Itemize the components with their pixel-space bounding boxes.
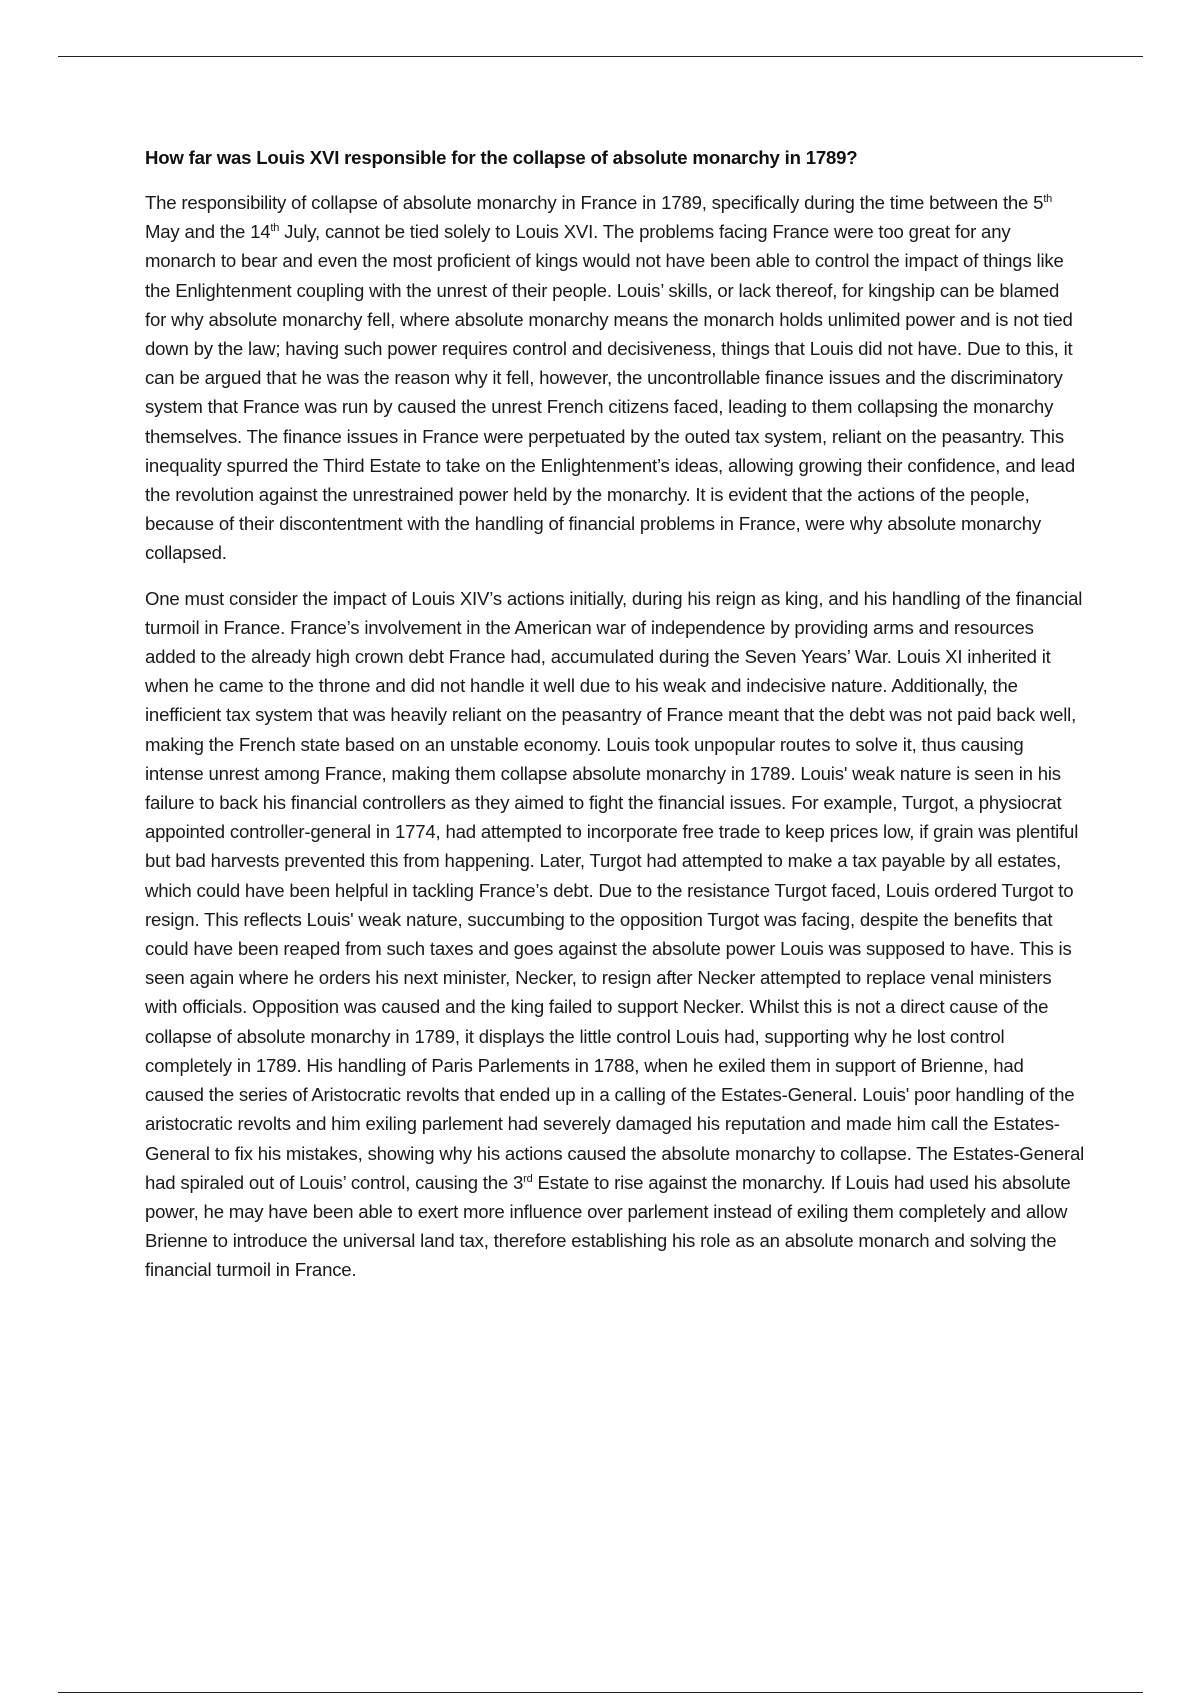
document-body	[145, 143, 1085, 1301]
essay-title: How far was Louis XVI responsible for the collapse of absolute monarchy in 1789?	[145, 147, 858, 168]
footer-rule	[58, 1692, 1143, 1693]
ordinal-suffix: th	[1043, 192, 1053, 205]
paragraph-1-text-3: July, cannot be tied solely to Louis XVI. The problems facing France were too great for any monarch to bear and even the most proficient of kings would not have been able to control the impact of things like the Enlightenment coupling with the unrest of their people. Louis’ skills, or lack thereof, for kingship can be blamed for why absolute monarchy fell, where absolute monarchy means the monarch holds unlimited power and is not tied down by the law; having such power requires control and decisiveness, things that Louis did not have. Due to this, it can be argued that he was the reason why it fell, however, the uncontrollable finance issues and the discriminatory system that France was run by caused the unrest French citizens faced, leading to them collapsing the monarchy themselves. The finance issues in France were perpetuated by the outed tax system, reliant on the peasantry. This inequality spurred the Third Estate to take on the Enlightenment’s ideas, allowing growing their confidence, and lead the revolution against the unrestrained power held by the monarchy. It is evident that the actions of the people, because of their discontentment with the handling of financial problems in France, were why absolute monarchy collapsed.	[145, 221, 1075, 564]
paragraph-2-text-1: One must consider the impact of Louis XIV’s actions initially, during his reign as king, and his handling of the financial turmoil in France. France’s involvement in the American war of independence by providing arms and resources added to the already high crown debt France had, accumulated during the Seven Years’ War. Louis XI inherited it when he came to the throne and did not handle it well due to his weak and indecisive nature. Additionally, the inefficient tax system that was heavily reliant on the peasantry of France meant that the debt was not paid back well, making the French state based on an unstable economy. Louis took unpopular routes to solve it, thus causing intense unrest among France, making them collapse absolute monarchy in 1789. Louis' weak nature is seen in his failure to back his financial controllers as they aimed to fight the financial issues. For example, Turgot, a physiocrat appointed controller-general in 1774, had attempted to incorporate free trade to keep prices low, if grain was plentiful but bad harvests prevented this from happening. Later, Turgot had attempted to make a tax payable by all estates, which could have been helpful in tackling France’s debt. Due to the resistance Turgot faced, Louis ordered Turgot to resign. This reflects Louis' weak nature, succumbing to the opposition Turgot was facing, despite the benefits that could have been reaped from such taxes and goes against the absolute power Louis was supposed to have. This is seen again where he orders his next minister, Necker, to resign after Necker attempted to replace venal ministers with officials. Opposition was caused and the king failed to support Necker. Whilst this is not a direct cause of the collapse of absolute monarchy in 1789, it displays the little control Louis had, supporting why he lost control completely in 1789. His handling of Paris Parlements in 1788, when he exiled them in support of Brienne, had caused the series of Aristocratic revolts that ended up in a calling of the Estates-General. Louis' poor handling of the aristocratic revolts and him exiling parlement had severely damaged his reputation and made him call the Estates-General to fix his mistakes, showing why his actions caused the absolute monarchy to collapse. The Estates-General had spiraled out of Louis’ control, causing the 3	[145, 587, 1085, 1193]
paragraph-louis-actions	[145, 584, 1085, 1285]
header-rule	[58, 56, 1143, 57]
paragraph-1-text-1: The responsibility of collapse of absolute monarchy in France in 1789, specifically during the time between the 5	[145, 192, 1044, 213]
paragraph-2-text-2: Estate to rise against the monarchy. If Louis had used his absolute power, he may have been able to exert more influence over parlement instead of exiling them completely and allow Brienne to introduce the universal land tax, therefore establishing his role as an absolute monarch and solving the financial turmoil in France.	[145, 1171, 1071, 1281]
ordinal-suffix: rd	[523, 1172, 533, 1185]
ordinal-suffix: th	[270, 222, 280, 235]
paragraph-1-text-2: May and the 14	[145, 221, 271, 243]
paragraph-introduction	[145, 188, 1085, 568]
